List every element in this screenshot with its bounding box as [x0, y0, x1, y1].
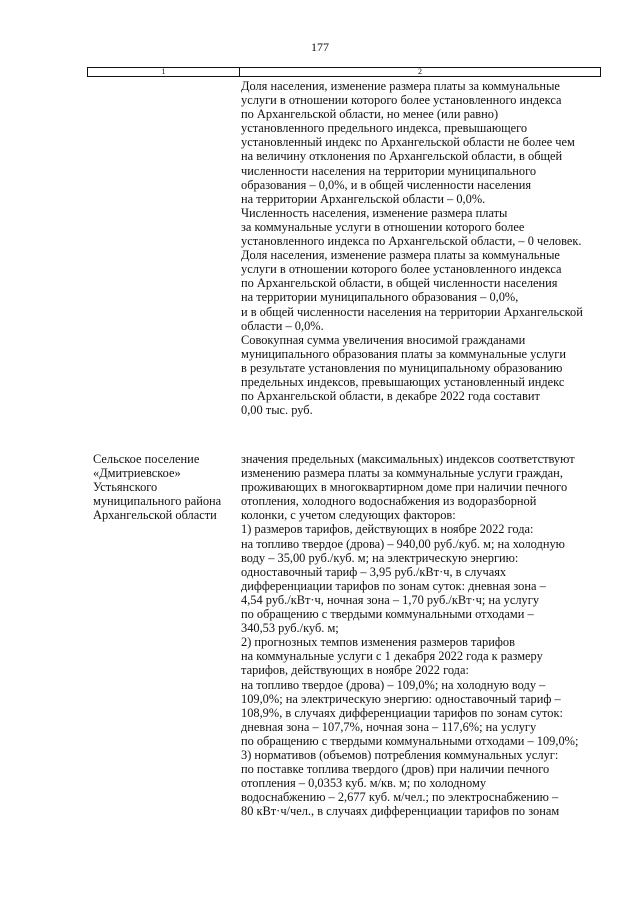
text-line: по Архангельской области, в декабре 2022 года составит: [241, 389, 540, 404]
text-line: по Архангельской области, в общей численности населения: [241, 276, 558, 291]
municipality-line: Архангельской области: [93, 508, 217, 523]
text-line: на коммунальные услуги с 1 декабря 2022 года к размеру: [241, 649, 543, 664]
text-line: дневная зона – 107,7%, ночная зона – 117,6%; на услугу: [241, 719, 537, 734]
text-line: 0,00 тыс. руб.: [241, 403, 313, 418]
text-line: 3) нормативов (объемов) потребления коммунальных услуг:: [241, 747, 559, 762]
text-line: Совокупная сумма увеличения вносимой гражданами: [241, 332, 526, 347]
text-line: 109,0%; на электрическую энергию: одноставочный тариф –: [241, 691, 561, 706]
text-line: услуги в отношении которого более установленного индекса: [241, 93, 562, 108]
text-line: 80 кВт·ч/чел., в случаях дифференциации тарифов по зонам: [241, 804, 560, 819]
text-line: дифференциации тарифов по зонам суток: дневная зона –: [241, 578, 546, 593]
text-line: колонки, с учетом следующих факторов:: [241, 508, 456, 523]
text-line: отопления – 0,0353 куб. м/кв. м; по холодному: [241, 776, 487, 791]
text-line: за коммунальные услуги в отношении которого более: [241, 219, 525, 234]
text-line: водоснабжению – 2,677 куб. м/чел.; по электроснабжению –: [241, 790, 559, 805]
municipality-name: [93, 452, 239, 522]
text-line: установленного предельного индекса, превышающего: [241, 121, 528, 136]
text-line: 340,53 руб./куб. м;: [241, 621, 339, 636]
text-line: по обращению с твердыми коммунальными отходами –: [241, 607, 534, 622]
table-header-row: [87, 67, 601, 77]
text-line: 108,9%, в случаях дифференциации тарифов по зонам суток:: [241, 705, 563, 720]
paragraph-total-sum: [241, 333, 601, 418]
municipality-line: Сельское поселение: [93, 452, 200, 466]
text-line: муниципального образования платы за коммунальные услуги: [241, 346, 566, 361]
text-line: и в общей численности населения на территории Архангельской: [241, 304, 583, 319]
text-line: на топливо твердое (дрова) – 109,0%; на холодную воду –: [241, 677, 546, 692]
municipality-line: Устьянского: [93, 480, 158, 495]
paragraph-population-count: [241, 206, 601, 248]
text-line: 2) прогнозных темпов изменения размеров тарифов: [241, 635, 515, 650]
text-line: образования – 0,0%, и в общей численности населения: [241, 177, 532, 192]
text-line: в результате установления по муниципальному образованию: [241, 360, 563, 375]
text-line: 4,54 руб./кВт·ч, ночная зона – 1,70 руб./кВт·ч; на услугу: [241, 592, 540, 607]
text-line: установленный индекс по Архангельской области не более чем: [241, 135, 575, 150]
text-line: услуги в отношении которого более установленного индекса: [241, 262, 562, 277]
text-line: по Архангельской области, но менее (или равно): [241, 107, 499, 122]
text-line: установленного индекса по Архангельской области, – 0 человек.: [241, 234, 582, 249]
table-header-col-1: 1: [88, 68, 240, 76]
text-line: на территории муниципального образования – 0,0%,: [241, 290, 519, 305]
text-line: тарифов, действующих в ноябре 2022 года:: [241, 663, 469, 678]
text-line: Доля населения, изменение размера платы за коммунальные: [241, 79, 560, 93]
paragraph-population-share: [241, 248, 601, 333]
text-line: на величину отклонения по Архангельской области, в общей: [241, 149, 563, 164]
text-line: проживающих в многоквартирном доме при наличии печного: [241, 480, 568, 495]
text-line: численности населения на территории муниципального: [241, 163, 537, 178]
text-line: на территории Архангельской области – 0,0%.: [241, 191, 486, 206]
text-line: предельных индексов, превышающих установленный индекс: [241, 374, 565, 389]
main-text-block: [241, 452, 601, 818]
text-line: изменению размера платы за коммунальные услуги граждан,: [241, 466, 563, 481]
text-line: отопления, холодного водоснабжения из водоразборной: [241, 494, 537, 509]
text-line: значения предельных (максимальных) индексов соответствуют: [241, 452, 575, 466]
text-line: Численность населения, изменение размера платы: [241, 205, 508, 220]
top-text-block: [241, 79, 601, 417]
page-number: 177: [311, 40, 329, 54]
text-line: по обращению с твердыми коммунальными отходами – 109,0%;: [241, 733, 579, 748]
text-line: по поставке топлива твердого (дров) при наличии печного: [241, 762, 550, 777]
text-line: 1) размеров тарифов, действующих в ноябре 2022 года:: [241, 522, 534, 537]
table-header-col-2: 2: [418, 67, 422, 76]
text-line: одноставочный тариф – 3,95 руб./кВт·ч, в случаях: [241, 564, 507, 579]
text-line: области – 0,0%.: [241, 318, 324, 333]
municipality-line: муниципального района: [93, 494, 222, 509]
municipality-line: «Дмитриевское»: [93, 466, 181, 481]
text-line: на топливо твердое (дрова) – 940,00 руб./куб. м; на холодную: [241, 536, 565, 551]
text-line: Доля населения, изменение размера платы за коммунальные: [241, 248, 560, 263]
text-line: воду – 35,00 руб./куб. м; на электрическую энергию:: [241, 550, 519, 565]
paragraph-share-within-deviation: [241, 79, 601, 206]
